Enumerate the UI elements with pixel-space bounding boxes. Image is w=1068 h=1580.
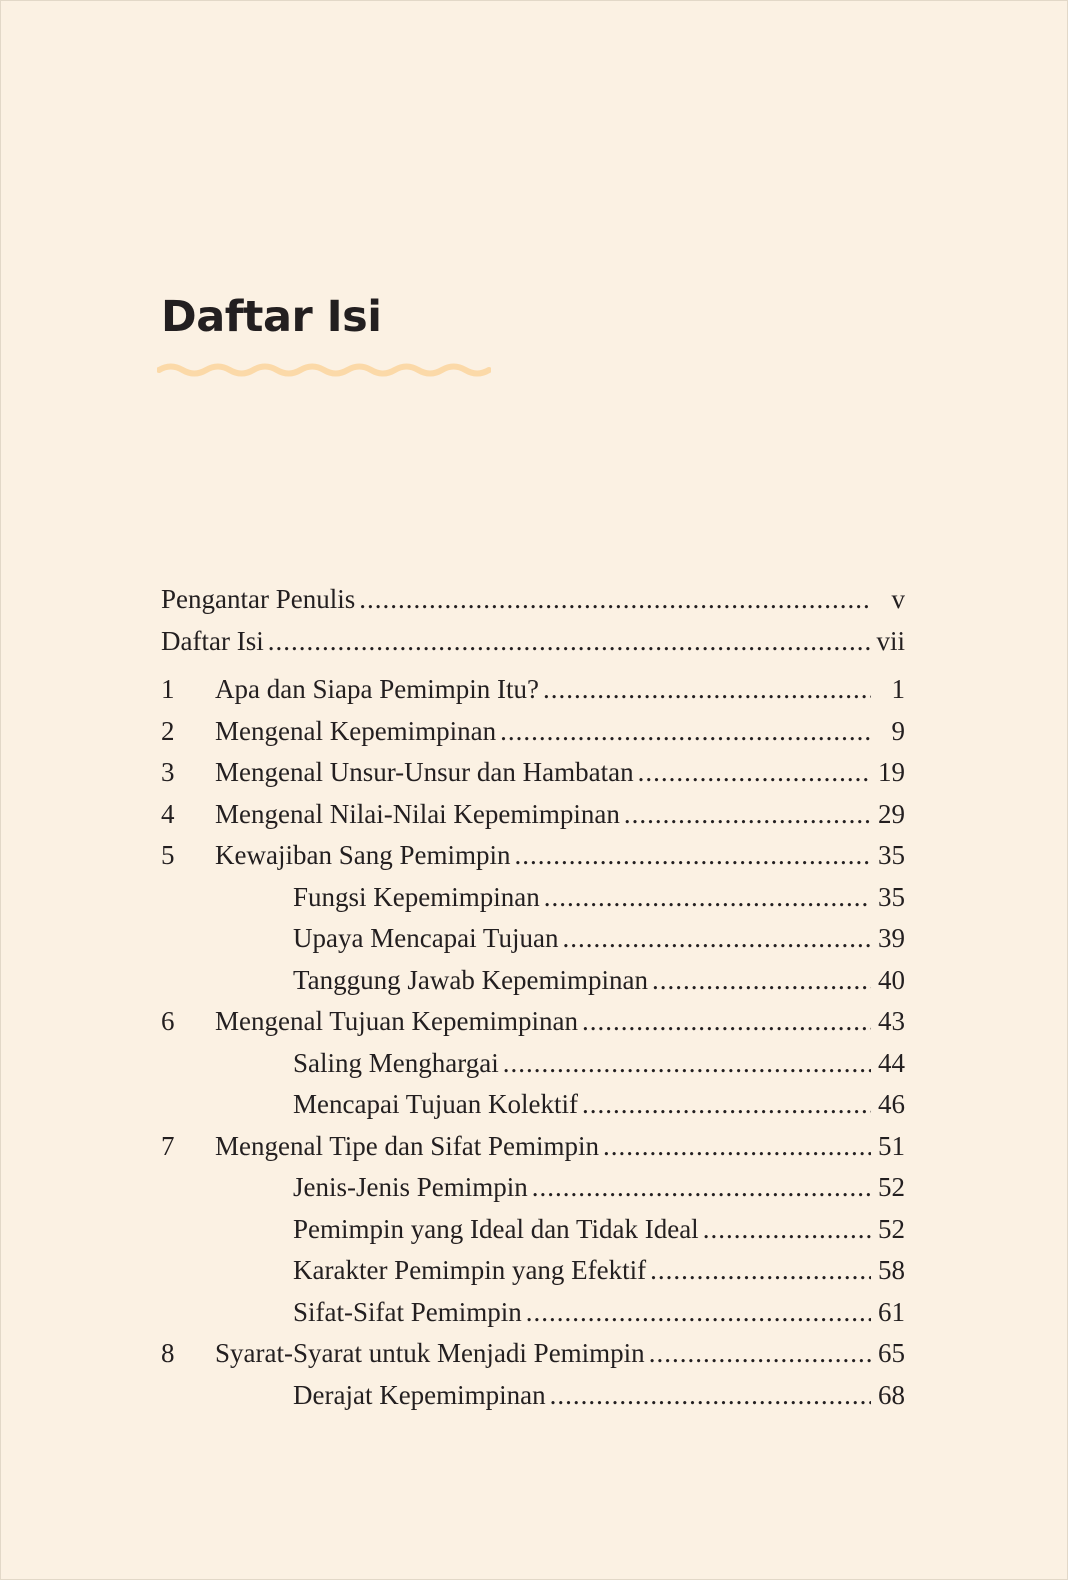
toc-entry[interactable] — [161, 1001, 905, 1043]
entry-title: Apa dan Siapa Pemimpin Itu? — [215, 674, 539, 704]
dot-leader — [638, 752, 871, 794]
toc-entry[interactable] — [161, 1084, 905, 1126]
dot-leader — [268, 621, 871, 663]
toc-entry[interactable] — [161, 960, 905, 1002]
entry-title: Upaya Mencapai Tujuan — [293, 923, 559, 953]
entry-title: Mengenal Kepemimpinan — [215, 715, 497, 746]
table-of-contents — [161, 579, 905, 1416]
page-number: 39 — [878, 923, 905, 953]
page-number: 44 — [878, 1047, 905, 1078]
page-number: 51 — [878, 1130, 905, 1161]
entry-title: Sifat-Sifat Pemimpin — [293, 1296, 522, 1327]
toc-entry[interactable] — [161, 794, 905, 836]
entry-title: Kewajiban Sang Pemimpin — [215, 840, 511, 870]
toc-entry[interactable] — [161, 1167, 905, 1209]
toc-entry[interactable] — [161, 579, 905, 621]
entry-title: Pengantar Penulis — [161, 584, 356, 614]
dot-leader — [514, 835, 871, 877]
chapter-number: 5 — [161, 840, 175, 870]
dot-leader — [652, 960, 871, 1002]
dot-leader — [582, 1084, 871, 1126]
page-number: 58 — [878, 1255, 905, 1285]
entry-title: Syarat-Syarat untuk Menjadi Pemimpin — [215, 1338, 645, 1368]
toc-entry[interactable] — [161, 1043, 905, 1085]
entry-title: Mengenal Tipe dan Sifat Pemimpin — [215, 1130, 599, 1161]
toc-entry[interactable] — [161, 752, 905, 794]
dot-leader — [503, 1043, 871, 1085]
page-number: vii — [876, 625, 905, 656]
wavy-divider — [157, 356, 491, 384]
entry-title: Derajat Kepemimpinan — [293, 1379, 546, 1410]
toc-entry[interactable] — [161, 1333, 905, 1375]
dot-leader — [650, 1250, 871, 1292]
toc-entry[interactable] — [161, 711, 905, 753]
entry-title: Mencapai Tujuan Kolektif — [293, 1089, 578, 1119]
chapter-number: 3 — [161, 757, 175, 787]
chapter-number: 8 — [161, 1338, 175, 1368]
toc-entry[interactable] — [161, 1250, 905, 1292]
toc-entry[interactable] — [161, 1375, 905, 1417]
chapter-number: 7 — [161, 1130, 175, 1161]
entry-title: Fungsi Kepemimpinan — [293, 881, 540, 912]
chapter-number: 6 — [161, 1006, 175, 1036]
page-number: 19 — [878, 757, 905, 787]
dot-leader — [359, 579, 871, 621]
dot-leader — [550, 1375, 871, 1417]
dot-leader — [603, 1126, 871, 1168]
entry-title: Daftar Isi — [161, 625, 264, 656]
dot-leader — [526, 1292, 871, 1334]
toc-entry[interactable] — [161, 669, 905, 711]
page-number: 35 — [878, 881, 905, 912]
page-number: 1 — [891, 674, 905, 704]
page-number: v — [891, 584, 905, 614]
page-title: Daftar Isi — [161, 292, 382, 342]
page-number: 65 — [878, 1338, 905, 1368]
toc-entry[interactable] — [161, 1126, 905, 1168]
toc-entry[interactable] — [161, 621, 905, 663]
dot-leader — [543, 669, 871, 711]
toc-entry[interactable] — [161, 835, 905, 877]
dot-leader — [532, 1167, 871, 1209]
page-number: 40 — [878, 964, 905, 995]
entry-title: Karakter Pemimpin yang Efektif — [293, 1255, 647, 1285]
toc-entry[interactable] — [161, 1209, 905, 1251]
entry-title: Tanggung Jawab Kepemimpinan — [293, 964, 649, 995]
chapter-number: 2 — [161, 715, 175, 746]
dot-leader — [624, 794, 871, 836]
dot-leader — [544, 877, 871, 919]
page-number: 9 — [891, 715, 905, 746]
page-number: 29 — [878, 798, 905, 829]
toc-entry[interactable] — [161, 918, 905, 960]
page-number: 35 — [878, 840, 905, 870]
entry-title: Jenis-Jenis Pemimpin — [293, 1172, 528, 1202]
page-number: 46 — [878, 1089, 905, 1119]
toc-entry[interactable] — [161, 1292, 905, 1334]
dot-leader — [582, 1001, 871, 1043]
entry-title: Mengenal Tujuan Kepemimpinan — [215, 1006, 578, 1036]
page-number: 52 — [878, 1213, 905, 1244]
page-number: 61 — [878, 1296, 905, 1327]
dot-leader — [649, 1333, 871, 1375]
entry-title: Saling Menghargai — [293, 1047, 499, 1078]
chapter-number: 4 — [161, 798, 175, 829]
page-number: 52 — [878, 1172, 905, 1202]
entry-title: Mengenal Nilai-Nilai Kepemimpinan — [215, 798, 620, 829]
toc-entry[interactable] — [161, 877, 905, 919]
page-number: 43 — [878, 1006, 905, 1036]
dot-leader — [703, 1209, 871, 1251]
chapter-number: 1 — [161, 674, 175, 704]
dot-leader — [562, 918, 871, 960]
dot-leader — [500, 711, 871, 753]
entry-title: Pemimpin yang Ideal dan Tidak Ideal — [293, 1213, 699, 1244]
entry-title: Mengenal Unsur-Unsur dan Hambatan — [215, 757, 634, 787]
page-number: 68 — [878, 1379, 905, 1410]
